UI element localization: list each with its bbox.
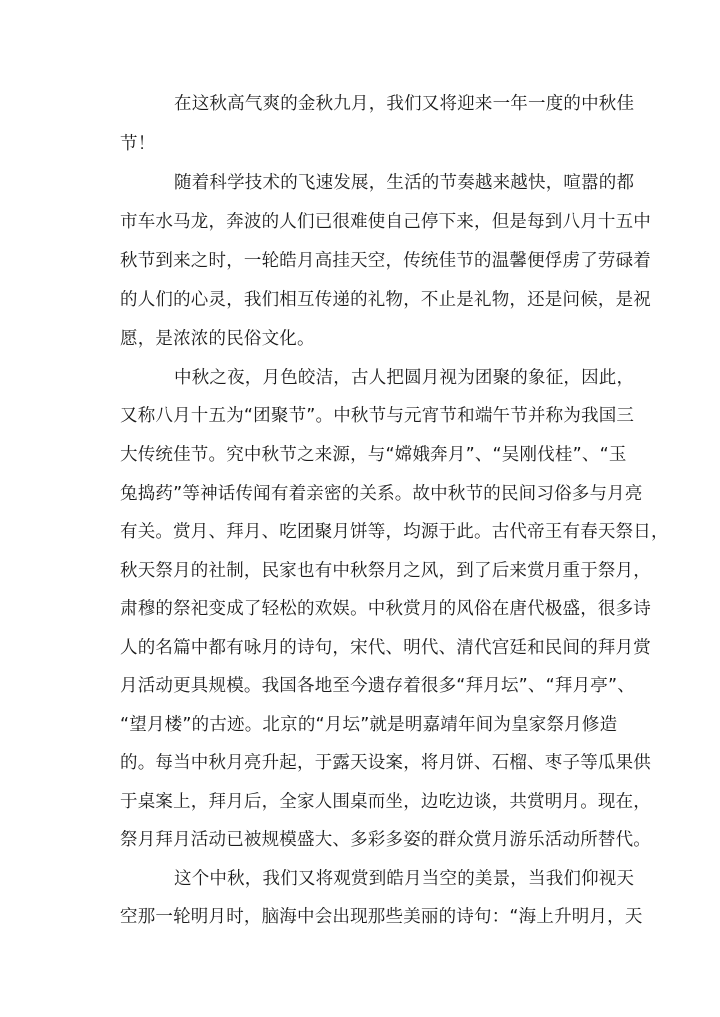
paragraph-3-line-2: 又称八月十五为“团聚节”。中秋节与元宵节和端午节并称为我国三 [120,406,635,426]
paragraph-3-line-13: 祭月拜月活动已被规模盛大、多彩多姿的群众赏月游乐活动所替代。 [120,830,651,850]
paragraph-3-line-1: 中秋之夜，月色皎洁，古人把圆月视为团聚的象征，因此， [174,368,635,388]
paragraph-3-line-9: 月活动更具规模。我国各地至今遗存着很多“拜月坛”、“拜月亭”、 [120,676,635,696]
paragraph-3-line-7: 肃穆的祭祀变成了轻松的欢娱。中秋赏月的风俗在唐代极盛，很多诗 [120,599,651,619]
paragraph-1-line-2: 节！ [120,134,156,154]
paragraph-1-line-1: 在这秋高气爽的金秋九月，我们又将迎来一年一度的中秋佳 [174,94,635,114]
paragraph-3-line-5: 有关。赏月、拜月、吃团聚月饼等，均源于此。古代帝王有春天祭日， [120,522,669,542]
paragraph-2-line-3: 秋节到来之时，一轮皓月高挂天空，传统佳节的温馨便俘虏了劳碌着 [120,251,651,271]
paragraph-2-line-1: 随着科学技术的飞速发展，生活的节奏越来越快，喧嚣的都 [174,173,635,193]
paragraph-3-line-3: 大传统佳节。究中秋节之来源，与“嫦娥奔月”、“吴刚伐桂”、“玉 [120,445,627,465]
paragraph-3-line-10: “望月楼”的古迹。北京的“月坛”就是明嘉靖年间为皇家祭月修造 [120,715,618,735]
paragraph-2-line-4: 的人们的心灵，我们相互传递的礼物，不止是礼物，还是问候，是祝 [120,290,651,310]
paragraph-2-line-5: 愿，是浓浓的民俗文化。 [120,329,315,349]
paragraph-3-line-4: 兔捣药”等神话传闻有着亲密的关系。故中秋节的民间习俗多与月亮 [120,484,643,504]
paragraph-2-line-2: 市车水马龙，奔波的人们已很难使自己停下来，但是每到八月十五中 [120,212,651,232]
paragraph-3-line-6: 秋天祭月的社制，民家也有中秋祭月之风，到了后来赏月重于祭月， [120,561,651,581]
paragraph-3-line-12: 于桌案上，拜月后，全家人围桌而坐，边吃边谈，共赏明月。现在， [120,792,651,812]
paragraph-3-line-8: 人的名篇中都有咏月的诗句，宋代、明代、清代宫廷和民间的拜月赏 [120,638,651,658]
paragraph-3-line-11: 的。每当中秋月亮升起，于露天设案，将月饼、石榴、枣子等瓜果供 [120,753,651,773]
paragraph-4-line-1: 这个中秋，我们又将观赏到皓月当空的美景，当我们仰视天 [174,869,635,889]
paragraph-4-line-2: 空那一轮明月时，脑海中会出现那些美丽的诗句：“海上升明月，天 [120,907,643,927]
